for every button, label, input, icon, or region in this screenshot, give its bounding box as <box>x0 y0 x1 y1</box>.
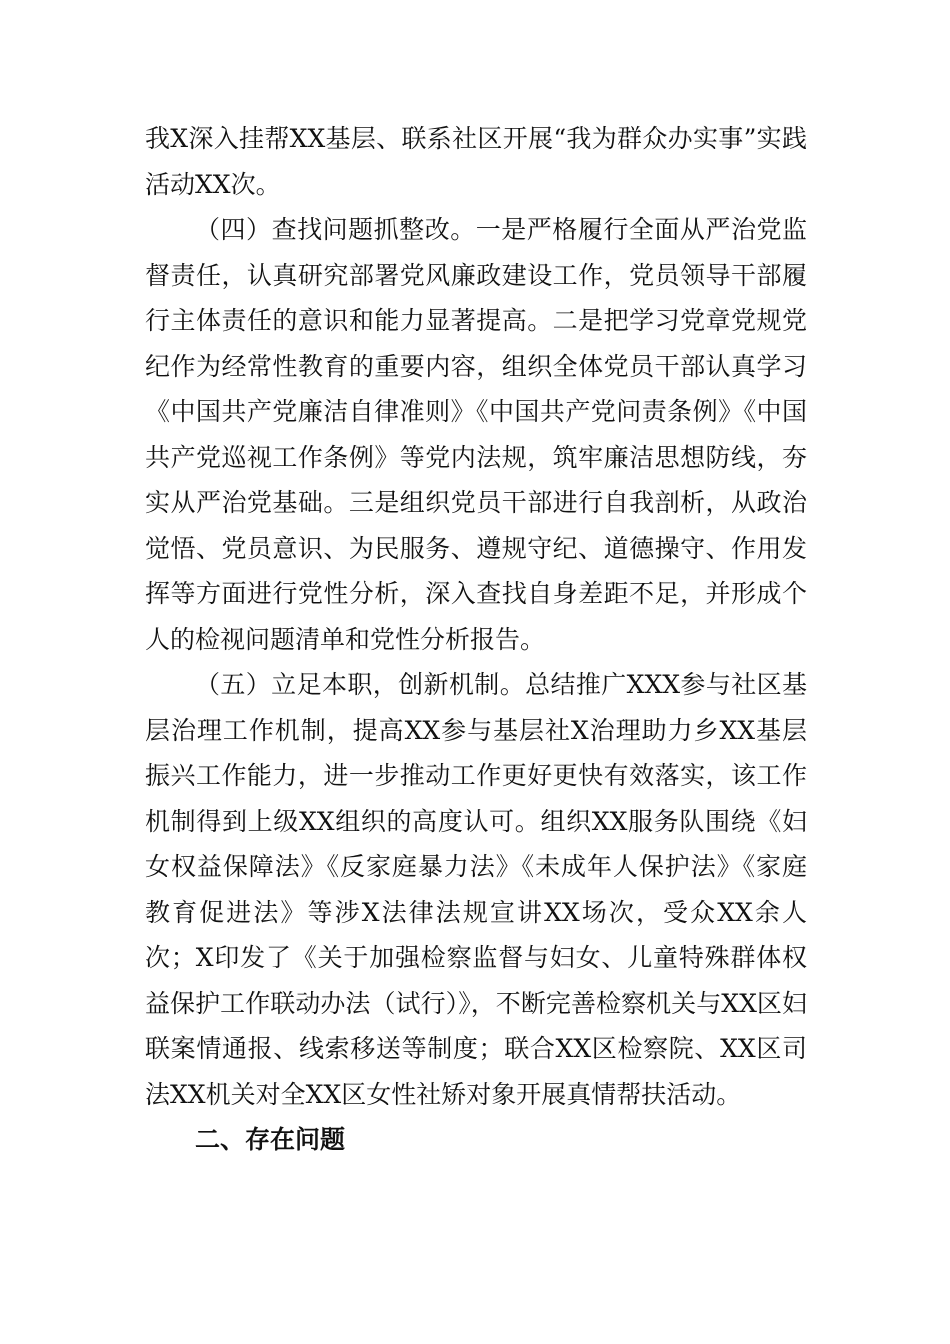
paragraph-section-4: （四）查找问题抓整改。一是严格履行全面从严治党监督责任，认真研究部署党风廉政建设工作，党员领导干部履行主体责任的意识和能力显著提高。二是把学习党章党规党纪作为经常性教育的重要内容，组织全体党员干部认真学习《中国共产党廉洁自律准则》《中国共产党问责条例》《中国共产党巡视工作条例》等党内法规，筑牢廉洁思想防线，夯实从严治党基础。三是组织党员干部进行自我剖析，从政治觉悟、党员意识、为民服务、遵规守纪、道德操守、作用发挥等方面进行党性分析，深入查找自身差距不足，并形成个人的检视问题清单和党性分析报告。 <box>145 215 807 654</box>
section-heading-problems: 二、存在问题 <box>195 1125 346 1154</box>
document-body <box>145 116 807 1163</box>
paragraph-section-5: （五）立足本职，创新机制。总结推广XXX参与社区基层治理工作机制，提高XX参与基层社X治理助力乡XX基层振兴工作能力，进一步推动工作更好更快有效落实，该工作机制得到上级XX组织的高度认可。组织XX服务队围绕《妇女权益保障法》《反家庭暴力法》《未成年人保护法》《家庭教育促进法》等涉X法律法规宣讲XX场次，受众XX余人次；X印发了《关于加强检察监督与妇女、儿童特殊群体权益保护工作联动办法（试行）》，不断完善检察机关与XX区妇联案情通报、线索移送等制度；联合XX区检察院、XX区司法XX机关对全XX区女性社矫对象开展真情帮扶活动。 <box>145 670 807 1109</box>
paragraph-continuation: 我X深入挂帮XX基层、联系社区开展“我为群众办实事”实践活动XX次。 <box>145 124 807 199</box>
